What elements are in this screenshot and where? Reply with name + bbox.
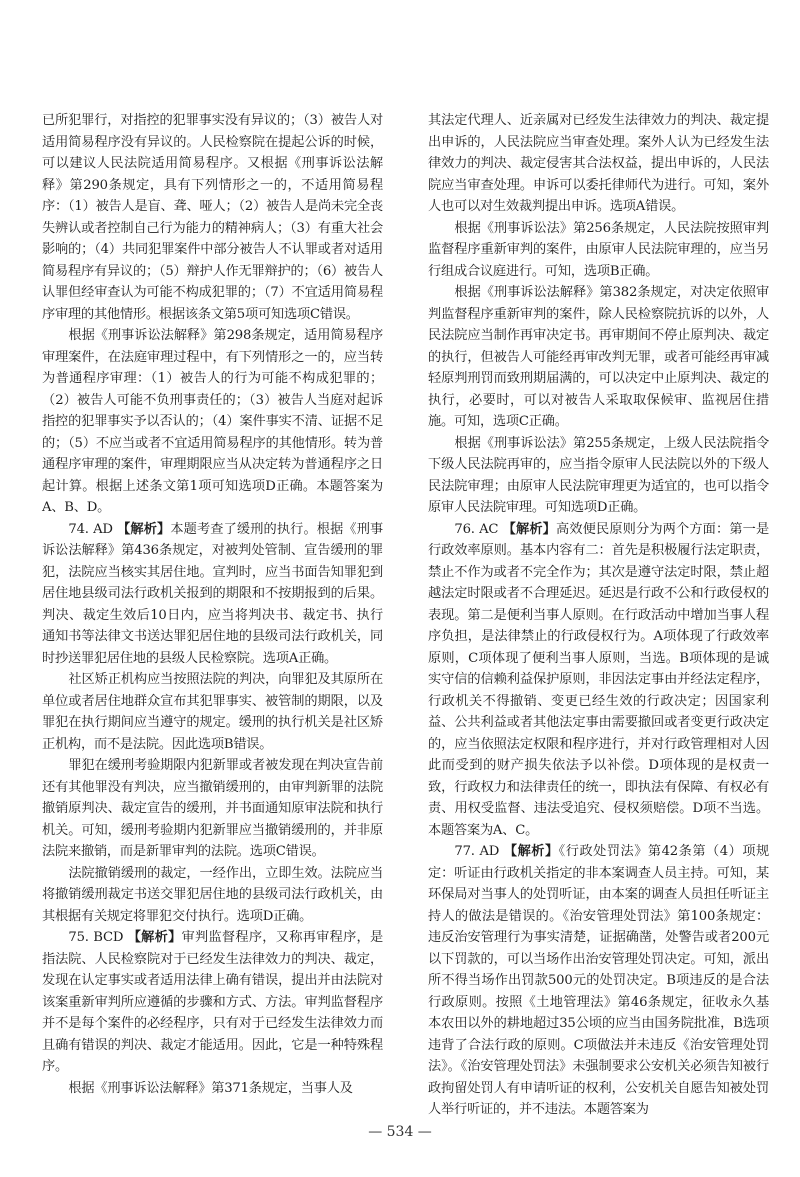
paragraph-text: 社区矫正机构应当按照法院的判决，向罪犯及其原所在单位或者居住地群众宣布其犯罪事实、被管制的期限，以及罪犯在执行期间应当遵守的规定。缓刑的执行机关是社区矫正机构，而不是法院。因此选项B错误。 [42,672,383,752]
paragraph-text: 根据《刑事诉讼法》第255条规定，上级人民法院指令下级人民法院再审的，应当指令原审人民法院以外的下级人民法院审理；由原审人民法院审理更为适宜的，也可以指令原审人民法院审理。可知选项D正确。 [428,435,769,515]
paragraph [42,927,383,1078]
paragraph-text: 根据《刑事诉讼法解释》第298条规定，适用简易程序审理案件，在法庭审理过程中，有下列情形之一的，应当转为普通程序审理：（1）被告人的行为可能不构成犯罪的；（2）被告人可能不负刑事责任的；（3）被告人当庭对起诉指控的犯罪事实予以否认的；（4）案件事实不清、证据不足的；（5）不应当或者不宜适用简易程序的其他情形。转为普通程序审理的案件，审理期限应当从决定转为普通程序之日起计算。根据上述条文第1项可知选项D正确。本题答案为A、B、D。 [42,328,383,515]
question-label: 77. AD [454,844,500,859]
paragraph [42,1078,383,1100]
paragraph [42,755,383,863]
left-column [42,110,383,1099]
paragraph [42,519,383,670]
paragraph [428,519,769,842]
paragraph [42,863,383,928]
paragraph [42,325,383,519]
paragraph-text: 已所犯罪行，对指控的犯罪事实没有异议的；（3）被告人对适用简易程序没有异议的。人民检察院在提起公诉的时候，可以建议人民法院适用简易程序。又根据《刑事诉讼法解释》第290条规定，具有下列情形之一的，不适用简易程序：（1）被告人是盲、聋、哑人；（2）被告人是尚未完全丧失辨认或者控制自己行为能力的精神病人；（3）有重大社会影响的；（4）共同犯罪案件中部分被告人不认罪或者对适用简易程序有异议的；（5）辩护人作无罪辩护的；（6）被告人认罪但经审查认为可能不构成犯罪的；（7）不宜适用简易程序审理的其他情形。根据该条文第5项可知选项C错误。 [42,113,383,322]
paragraph-text: 罪犯在缓刑考验期限内犯新罪或者被发现在判决宣告前还有其他罪没有判决，应当撤销缓刑的，由审判新罪的法院撤销原判决、裁定宣告的缓刑，并书面通知原审法院和执行机关。可知，缓刑考验期内犯新罪应当撤销缓刑的，并非原法院来撤销，而是新罪审判的法院。选项C错误。 [42,758,383,859]
analysis-tag: 【解析】 [127,930,182,945]
paragraph-text: 其法定代理人、近亲属对已经发生法律效力的判决、裁定提出申诉的，人民法院应当审查处理。案外人认为已经发生法律效力的判决、裁定侵害其合法权益，提出申诉的，人民法院应当审查处理。申诉可以委托律师代为进行。可知，案外人也可以对生效裁判提出申诉。选项A错误。 [428,113,769,214]
paragraph [428,433,769,519]
paragraph [42,110,383,325]
paragraph-text: 审判监督程序，又称再审程序，是指法院、人民检察院对于已经发生法律效力的判决、裁定，发现在认定事实或者适用法律上确有错误，提出并由法院对该案重新审判所应遵循的步骤和方式、方法。审判监督程序并不是每个案件的必经程序，只有对于已经发生法律效力而且确有错误的判决、裁定才能适用。因此，它是一种特殊程序。 [42,930,383,1074]
question-label: 74. AD [68,521,113,537]
analysis-tag: 【解析】 [502,521,557,537]
paragraph-text: 高效便民原则分为两个方面：第一是行政效率原则。基本内容有二：首先是积极履行法定职责，禁止不作为或者不完全作为；其次是遵守法定时限，禁止超越法定时限或者不合理延迟。延迟是行政不公和行政侵权的表现。第二是便利当事人原则。在行政活动中增加当事人程序负担，是法律禁止的行政侵权行为。A项体现了行政效率原则，C项体现了便利当事人原则，当选。B项体现的是诚实守信的信赖利益保护原则，非因法定事由并经法定程序，行政机关不得撤销、变更已经生效的行政决定；因国家利益、公共利益或者其他法定事由需要撤回或者变更行政决定的，应当依照法定权限和程序进行，并对行政管理相对人因此而受到的财产损失依法予以补偿。D项体现的是权责一致，行政权力和法律责任的统一，即执法有保障、有权必有责、用权受监督、违法受追究、侵权须赔偿。D项不当选。本题答案为A、C。 [428,521,769,838]
analysis-tag: 【解析】 [503,844,559,859]
paragraph-text: 根据《刑事诉讼法解释》第371条规定，当事人及 [68,1080,353,1096]
question-label: 76. AC [454,521,499,537]
paragraph-text: 本题考查了缓刑的执行。根据《刑事诉讼法解释》第436条规定，对被判处管制、宣告缓刑的罪犯，法院应当核实其居住地。宣判时，应当书面告知罪犯到居住地县级司法行政机关报到的期限和不按期报到的后果。判决、裁定生效后10日内，应当将判决书、裁定书、执行通知书等法律文书送达罪犯居住地的县级司法行政机关，同时抄送罪犯居住地的县级人民检察院。选项A正确。 [42,521,384,666]
paragraph-text: 根据《刑事诉讼法解释》第382条规定，对决定依照审判监督程序重新审判的案件，除人民检察院抗诉的以外，人民法院应当制作再审决定书。再审期间不停止原判决、裁定的执行，但被告人可能经再审改判无罪，或者可能经再审减轻原判刑罚而致刑期届满的，可以决定中止原判决、裁定的执行，必要时，可以对被告人采取取保候审、监视居住措施。可知，选项C正确。 [428,285,769,429]
paragraph [428,110,769,218]
right-column [428,110,769,1121]
paragraph [42,669,383,755]
paragraph-text: 法院撤销缓刑的裁定，一经作出，立即生效。法院应当将撤销缓刑裁定书送交罪犯居住地的县级司法行政机关，由其根据有关规定将罪犯交付执行。选项D正确。 [42,865,383,924]
analysis-tag: 【解析】 [117,521,171,537]
paragraph [428,282,769,433]
paragraph-text: 《行政处罚法》第42条第（4）项规定：听证由行政机关指定的非本案调查人员主持。可知，某环保局对当事人的处罚听证，由本案的调查人员担任听证主持人的做法是错误的。《治安管理处罚法》第100条规定：违反治安管理行为事实清楚，证据确凿，处警告或者200元以下罚款的，可以当场作出治安管理处罚决定。可知，派出所不得当场作出罚款500元的处罚决定。B项违反的是合法行政原则。按照《土地管理法》第46条规定，征收永久基本农田以外的耕地超过35公顷的应当由国务院批准，B选项违背了合法行政的原则。C项做法并未违反《治安管理处罚法》。《治安管理处罚法》未强制要求公安机关必须告知被行政拘留处罚人有申请听证的权利，公安机关自愿告知被处罚人举行听证的，并不违法。本题答案为 [428,844,770,1117]
paragraph [428,218,769,283]
paragraph [428,841,769,1121]
page-number: — 534 — [368,1124,432,1140]
question-label: 75. BCD [68,930,124,945]
paragraph-text: 根据《刑事诉讼法》第256条规定，人民法院按照审判监督程序重新审判的案件，由原审人民法院审理的，应当另行组成合议庭进行。可知，选项B正确。 [428,220,769,279]
